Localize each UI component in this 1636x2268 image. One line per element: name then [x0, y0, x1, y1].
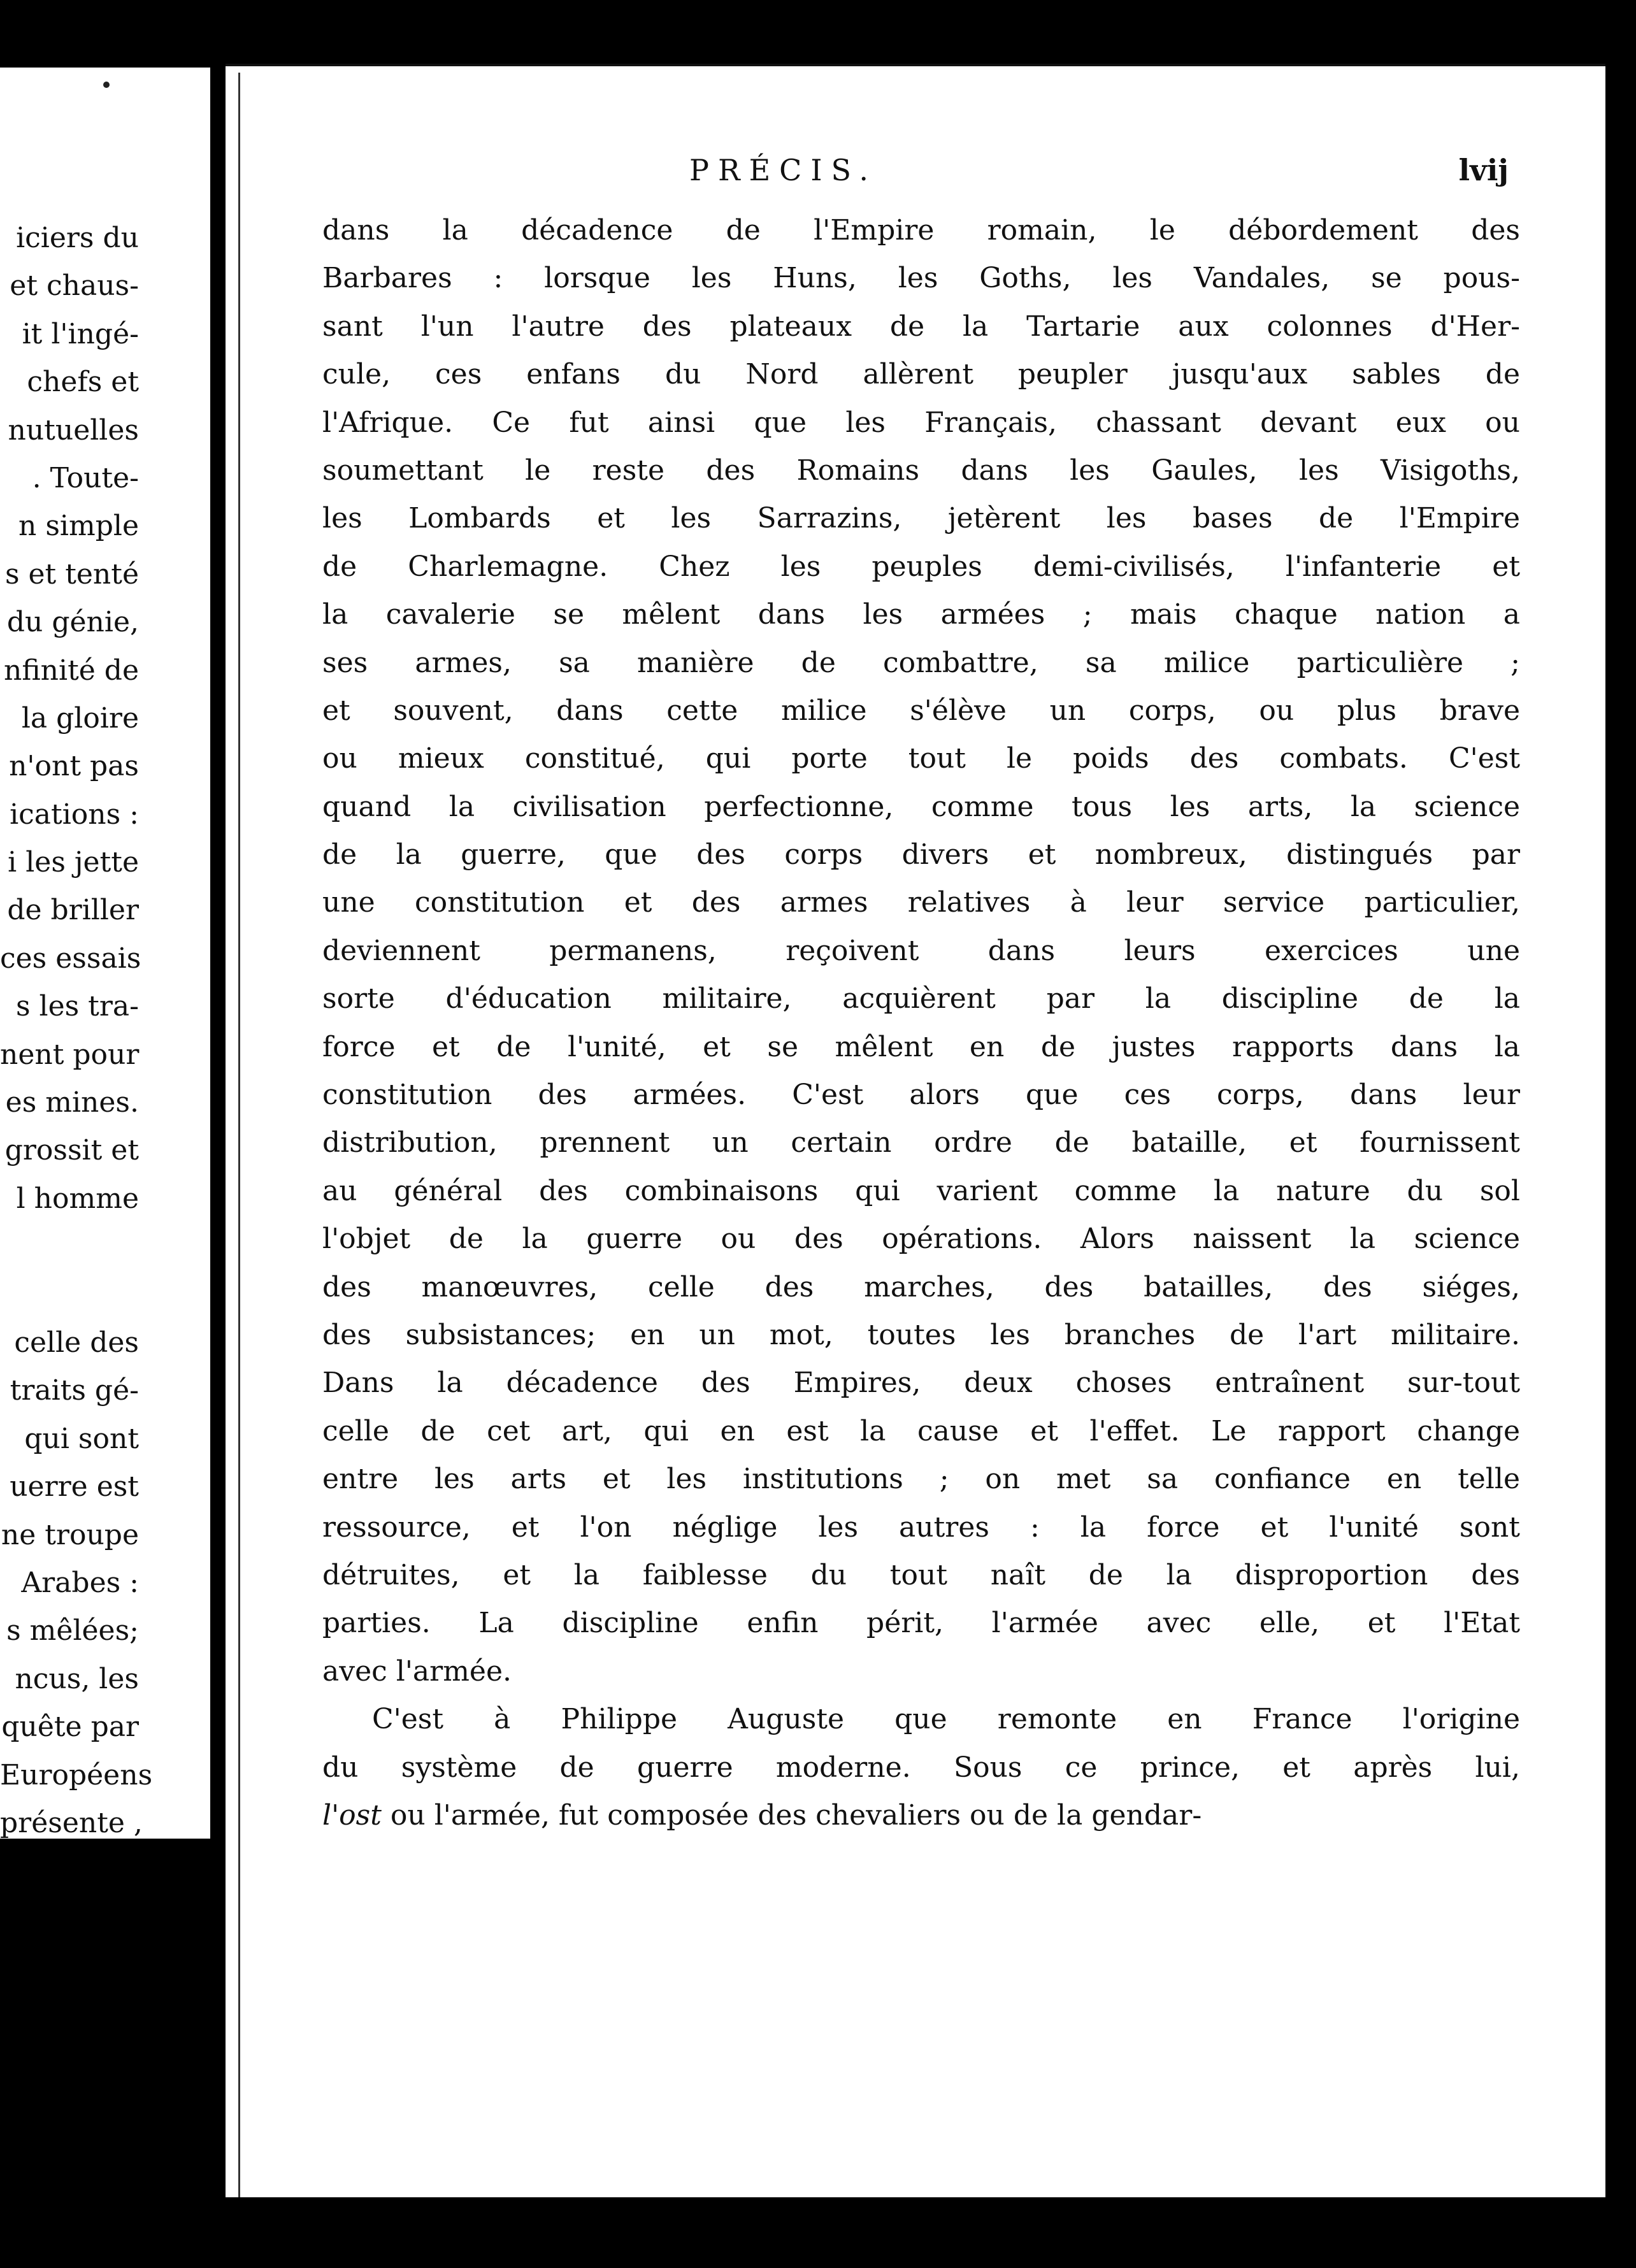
text-line: celle de cet art, qui en est la cause et l'effet. Le rapport change [322, 1414, 1520, 1447]
left-page-line: de briller [7, 894, 139, 927]
left-page-line: nfinité de [3, 654, 139, 687]
page-title: PRÉCIS. [689, 153, 878, 187]
left-page-line: du génie, [6, 606, 139, 639]
left-page-line: l homme [16, 1182, 139, 1215]
text-line: deviennent permanens, reçoivent dans leurs exercices une [322, 934, 1520, 967]
left-page-line: Arabes : [21, 1566, 139, 1599]
left-page-line: nutuelles [8, 413, 139, 447]
text-line: quand la civilisation perfectionne, comme tous les arts, la science [322, 790, 1520, 823]
left-page-line: es mines. [5, 1086, 139, 1119]
left-page-line: ne troupe [1, 1518, 139, 1551]
text-line: les Lombards et les Sarrazins, jetèrent les bases de l'Empire [322, 502, 1520, 535]
left-page-line: iciers du [16, 222, 139, 254]
left-page-line: Européens [0, 1758, 153, 1791]
text-line: et souvent, dans cette milice s'élève un corps, ou plus brave [322, 694, 1520, 727]
left-facing-page [0, 68, 210, 1839]
running-head [226, 153, 1605, 204]
left-page-line [0, 1223, 139, 1270]
left-page-line: et chaus- [10, 269, 139, 303]
left-page-line: n simple [18, 510, 139, 543]
text-line: Barbares : lorsque les Huns, les Goths, les Vandales, se pous- [322, 262, 1520, 295]
text-line: l'ost ou l'armée, fut composée des chevaliers ou de la gendar- [322, 1798, 1202, 1832]
left-page-line: s mêlées; [6, 1614, 139, 1647]
left-page-line: présente , [0, 1806, 143, 1839]
ink-dot [103, 82, 110, 88]
text-line: distribution, prennent un certain ordre de bataille, et fournissent [322, 1126, 1520, 1159]
left-page-line: grossit et [4, 1134, 139, 1167]
left-page-line: ications : [10, 798, 139, 831]
left-page-line: quête par [1, 1711, 139, 1744]
text-line: parties. La discipline enfin périt, l'armée avec elle, et l'Etat [322, 1607, 1520, 1640]
text-line: Dans la décadence des Empires, deux choses entraînent sur-tout [322, 1367, 1520, 1400]
text-line: de Charlemagne. Chez les peuples demi-civilisés, l'infanterie et [322, 550, 1520, 583]
text-line: détruites, et la faiblesse du tout naît de la disproportion des [322, 1558, 1520, 1591]
main-page [226, 64, 1605, 2197]
left-page-line: la gloire [21, 701, 139, 735]
text-line: avec l'armée. [322, 1654, 512, 1688]
text-line: l'objet de la guerre ou des opérations. Alors naissent la science [322, 1223, 1520, 1256]
text-line: la cavalerie se mêlent dans les armées ; mais chaque nation a [322, 598, 1520, 631]
text-line: une constitution et des armes relatives à leur service particulier, [322, 886, 1520, 919]
text-line: au général des combinaisons qui varient comme la nature du sol [322, 1174, 1520, 1207]
text-line: dans la décadence de l'Empire romain, le débordement des [322, 214, 1520, 247]
text-line: ses armes, sa manière de combattre, sa milice particulière ; [322, 646, 1520, 679]
left-page-line: i les jette [8, 846, 139, 879]
left-page-line: ces essais [0, 942, 141, 975]
text-line: C'est à Philippe Auguste que remonte en France l'origine [372, 1703, 1520, 1736]
page-number: lvij [1458, 153, 1509, 187]
text-line: l'Afrique. Ce fut ainsi que les Français, chassant devant eux ou [322, 406, 1520, 439]
left-page-line: chefs et [27, 366, 139, 399]
text-line: constitution des armées. C'est alors que ces corps, dans leur [322, 1079, 1520, 1112]
left-page-line: . Toute- [32, 461, 139, 494]
left-page-line: uerre est [10, 1470, 139, 1504]
text-line: cule, ces enfans du Nord allèrent peupler jusqu'aux sables de [322, 358, 1520, 391]
italic-term: l'ost [322, 1798, 382, 1832]
text-line: sorte d'éducation militaire, acquièrent par la discipline de la [322, 982, 1520, 1016]
text-line: des manœuvres, celle des marches, des batailles, des siéges, [322, 1270, 1520, 1303]
left-page-text [0, 214, 153, 1839]
text-line: de la guerre, que des corps divers et nombreux, distingués par [322, 838, 1520, 872]
text-line: ressource, et l'on néglige les autres : la force et l'unité sont [322, 1511, 1520, 1544]
text-line: du système de guerre moderne. Sous ce prince, et après lui, [322, 1751, 1520, 1784]
text-line: des subsistances; en un mot, toutes les branches de l'art militaire. [322, 1318, 1520, 1351]
body-text [322, 206, 1520, 1839]
left-page-line: it l'ingé- [22, 317, 139, 350]
left-page-line: qui sont [24, 1422, 139, 1455]
left-page-line: n'ont pas [9, 750, 139, 783]
left-page-line: traits gé- [10, 1374, 139, 1407]
text-line: soumettant le reste des Romains dans les Gaules, les Visigoths, [322, 454, 1520, 487]
text-line: sant l'un l'autre des plateaux de la Tartarie aux colonnes d'Her- [322, 310, 1520, 343]
left-page-line: s et tenté [4, 557, 139, 591]
left-page-line: ncus, les [15, 1662, 139, 1695]
left-page-line: celle des [14, 1326, 139, 1359]
left-page-line: nent pour [0, 1038, 140, 1071]
text-line: ou mieux constitué, qui porte tout le poids des combats. C'est [322, 742, 1520, 775]
left-page-line [0, 1271, 139, 1319]
text-line: entre les arts et les institutions ; on met sa confiance en telle [322, 1463, 1520, 1496]
left-page-line: s les tra- [15, 990, 139, 1023]
text-line: force et de l'unité, et se mêlent en de justes rapports dans la [322, 1030, 1520, 1063]
